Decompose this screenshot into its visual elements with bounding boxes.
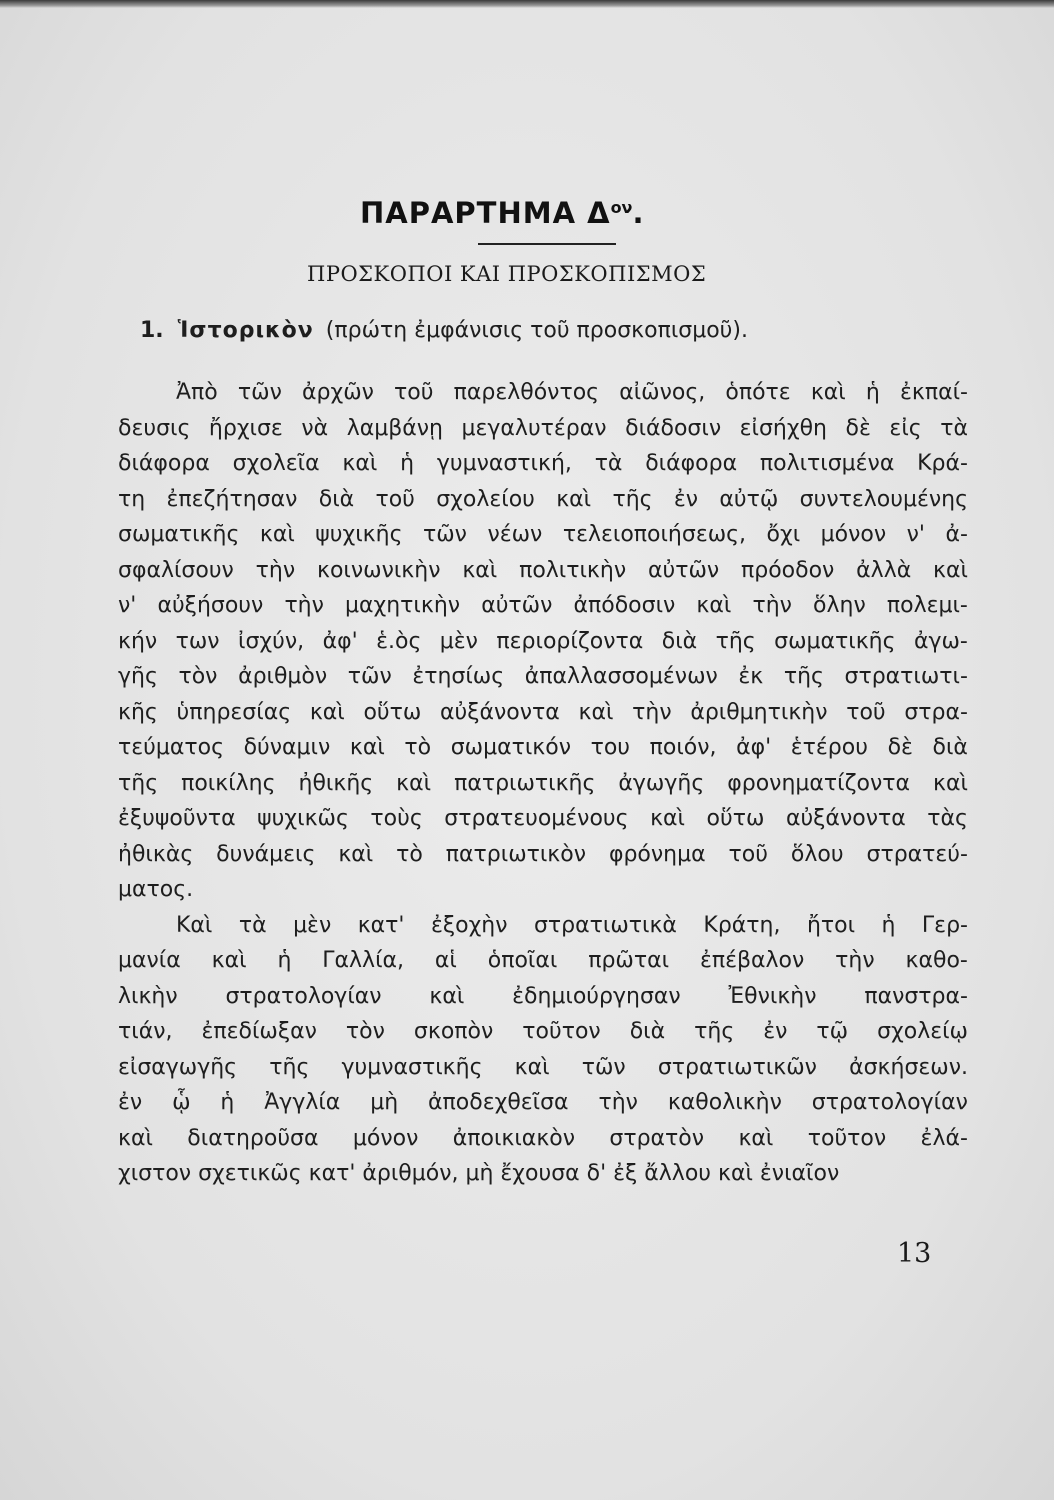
- section-keyword: Ἱστορικὸν: [177, 318, 314, 343]
- text-line: διάφορα σχολεῖα καὶ ἡ γυμναστική, τὰ διάφορα πολιτισμένα Κρά-: [118, 451, 968, 476]
- section-heading-rest: (πρώτη ἐμφάνισις τοῦ προσκοπισμοῦ).: [325, 318, 748, 343]
- text-line: λικὴν στρατολογίαν καὶ ἐδημιούργησαν Ἐθνικὴν πανστρα-: [118, 983, 968, 1009]
- text-line: τῆς ποικίλης ἠθικῆς καὶ πατριωτικῆς ἀγωγῆς φρονηματίζοντα καὶ: [118, 770, 968, 796]
- section-number: 1.: [140, 318, 164, 343]
- appendix-title-text: ΠΑΡΑΡΤΗΜΑ Δ: [360, 196, 611, 230]
- text-line: τεύματος δύναμιν καὶ τὸ σωματικόν του ποιόν, ἀφ' ἑτέρου δὲ διὰ: [118, 735, 968, 760]
- text-line: χιστον σχετικῶς κατ' ἀριθμόν, μὴ ἔχουσα δ' ἐξ ἄλλου καὶ ἐνιαῖον: [118, 1161, 840, 1186]
- text-line: καὶ διατηροῦσα μόνον ἀποικιακὸν στρατὸν καὶ τοῦτον ἐλά-: [118, 1125, 968, 1151]
- text-line: Ἀπὸ τῶν ἀρχῶν τοῦ παρελθόντος αἰῶνος, ὁπότε καὶ ἡ ἐκπαί-: [176, 380, 968, 405]
- text-line: Καὶ τὰ μὲν κατ' ἐξοχὴν στρατιωτικὰ Κράτη, ἤτοι ἡ Γερ-: [176, 912, 968, 938]
- text-line: εἰσαγωγῆς τῆς γυμναστικῆς καὶ τῶν στρατιωτικῶν ἀσκήσεων.: [118, 1054, 968, 1080]
- text-line: ἐξυψοῦντα ψυχικῶς τοὺς στρατευομένους καὶ οὕτω αὐξάνοντα τὰς: [118, 806, 968, 831]
- section-heading: [140, 318, 940, 343]
- text-line: μανία καὶ ἡ Γαλλία, αἱ ὁποῖαι πρῶται ἐπέβαλον τὴν καθο-: [118, 948, 968, 973]
- text-line: τιάν, ἐπεδίωξαν τὸν σκοπὸν τοῦτον διὰ τῆς ἐν τῷ σχολείῳ: [118, 1019, 968, 1044]
- appendix-title: ΠΑΡΑΡΤΗΜΑ $\Delta^{o\nu}$.: [360, 196, 645, 230]
- title-rule: [478, 243, 616, 245]
- text-line: ματος.: [118, 877, 194, 902]
- text-line: κῆς ὑπηρεσίας καὶ οὕτω αὐξάνοντα καὶ τὴν ἀριθμητικὴν τοῦ στρα-: [118, 699, 968, 725]
- appendix-title-suffix: ον: [610, 198, 633, 217]
- text-line: κήν των ἰσχύν, ἀφ' ἑ.ὸς μὲν περιορίζοντα διὰ τῆς σωματικῆς ἀγω-: [118, 628, 968, 654]
- scan-edge: [0, 0, 1054, 8]
- text-line: ν' αὐξήσουν τὴν μαχητικὴν αὐτῶν ἀπόδοσιν καὶ τὴν ὅλην πολεμι-: [118, 593, 968, 618]
- text-line: ἐν ᾧ ἡ Ἀγγλία μὴ ἀποδεχθεῖσα τὴν καθολικὴν στρατολογίαν: [118, 1090, 968, 1115]
- text-line: σφαλίσουν τὴν κοινωνικὴν καὶ πολιτικὴν αὐτῶν πρόοδον ἀλλὰ καὶ: [118, 557, 968, 583]
- text-line: ἠθικὰς δυνάμεις καὶ τὸ πατριωτικὸν φρόνημα τοῦ ὅλου στρατεύ-: [118, 841, 968, 867]
- text-line: δευσις ἤρχισε νὰ λαμβάνῃ μεγαλυτέραν διάδοσιν εἰσήχθη δὲ εἰς τὰ: [118, 415, 968, 441]
- chapter-subtitle: ΠΡΟΣΚΟΠΟΙ ΚΑΙ ΠΡΟΣΚΟΠΙΣΜΟΣ: [307, 262, 707, 286]
- text-line: γῆς τὸν ἀριθμὸν τῶν ἐτησίως ἀπαλλασσομένων ἐκ τῆς στρατιωτι-: [118, 664, 968, 689]
- text-line: σωματικῆς καὶ ψυχικῆς τῶν νέων τελειοποιήσεως, ὄχι μόνον ν' ἀ-: [118, 522, 968, 547]
- text-line: τη ἐπεζήτησαν διὰ τοῦ σχολείου καὶ τῆς ἐν αὐτῷ συντελουμένης: [118, 486, 968, 512]
- body-text: [118, 375, 968, 1192]
- page-number: 13: [897, 1238, 932, 1269]
